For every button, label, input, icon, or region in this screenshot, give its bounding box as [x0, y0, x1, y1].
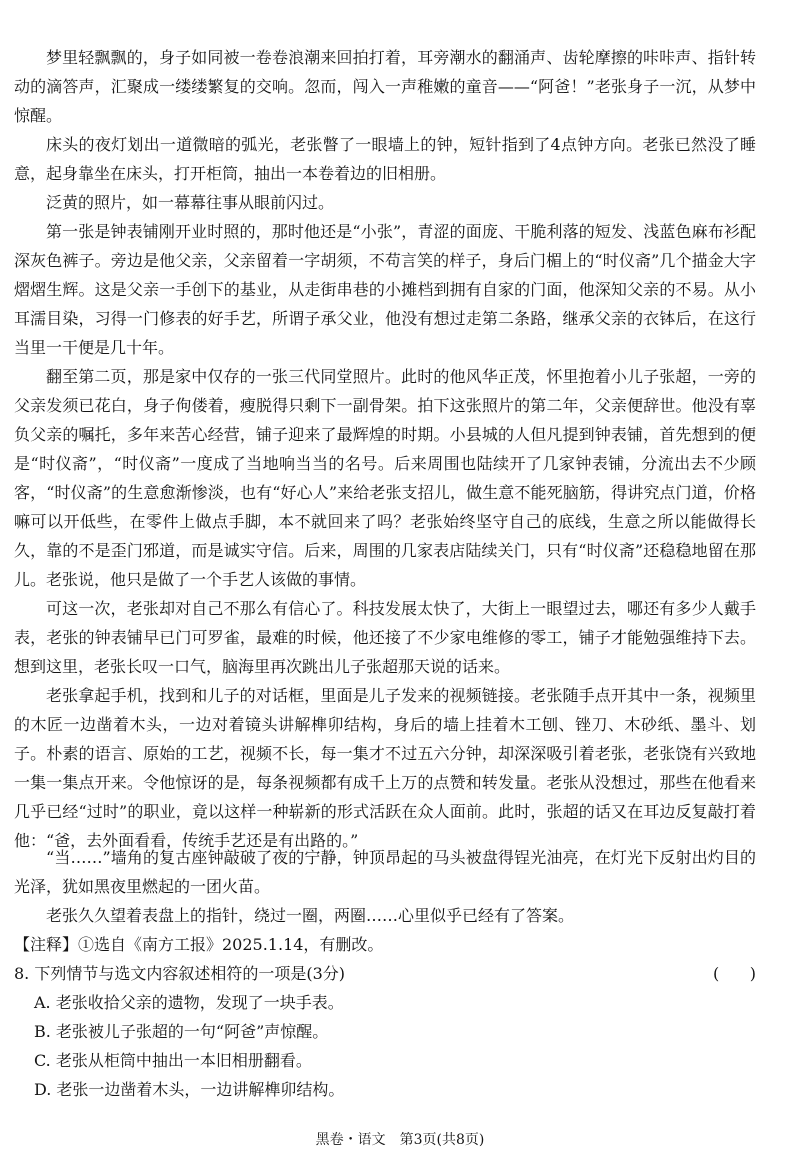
- paragraph-night-lamp: 床头的夜灯划出一道微暗的弧光，老张瞥了一眼墙上的钟，短针指到了4点钟方向。老张已然没了睡意，起身靠坐在床头，打开柜筒，抽出一本卷着边的旧相册。: [14, 135, 756, 183]
- question-8: [14, 959, 756, 988]
- option-a: A. 老张收拾父亲的遗物，发现了一块手表。: [34, 993, 344, 1012]
- page-footer: 黑卷・语文 第3页(共8页): [315, 1132, 485, 1148]
- option-d: D. 老张一边凿着木头，一边讲解榫卯结构。: [34, 1080, 345, 1099]
- option-c: C. 老张从柜筒中抽出一本旧相册翻看。: [34, 1051, 312, 1070]
- question-8-stem: 8. 下列情节与选文内容叙述相符的一项是(3分): [14, 964, 346, 983]
- paragraph-videos: 老张拿起手机，找到和儿子的对话框，里面是儿子发来的视频链接。老张随手点开其中一条，视频里的木匠一边凿着木头，一边对着镜头讲解榫卯结构，身后的墙上挂着木工刨、锉刀、木砂纸、墨斗、划子。朴素的语言、原始的工艺，视频不长，每一集才不过五六分钟，却深深吸引着老张，老张饶有兴致地一集一集点开来。令他惊讶的是，每条视频都有成千上万的点赞和转发量。老张从没想过，那些在他看来几乎已经“过时”的职业，竟以这样一种崭新的形式活跃在众人面前。此时，张超的话又在耳边反复敲打着他：“爸，去外面看看，传统手艺还是有出路的。”: [14, 686, 756, 850]
- paragraph-confidence: 可这一次，老张却对自己不那么有信心了。科技发展太快了，大街上一眼望过去，哪还有多少人戴手表，老张的钟表铺早已门可罗雀，最难的时候，他还接了不少家电维修的零工，铺子才能勉强维持下去。想到这里，老张长叹一口气，脑海里再次跳出儿子张超那天说的话来。: [14, 599, 756, 676]
- source-note: 【注释】①选自《南方工报》2025.1.14，有删改。: [14, 935, 384, 954]
- option-b: B. 老张被儿子张超的一句“阿爸”声惊醒。: [34, 1022, 329, 1041]
- paragraph-clock-chime: “当……”墙角的复古座钟敲破了夜的宁静，钟顶昂起的马头被盘得锃光油亮，在灯光下反射出灼目的光泽，犹如黑夜里燃起的一团火苗。: [14, 848, 756, 896]
- paragraph-dream: 梦里轻飘飘的，身子如同被一卷卷浪潮来回拍打着，耳旁潮水的翻涌声、齿轮摩擦的咔咔声、指针转动的滴答声，汇聚成一缕缕繁复的交响。忽而，闯入一声稚嫩的童音——“阿爸！”老张身子一沉，从梦中惊醒。: [14, 48, 756, 125]
- paragraph-photos: 泛黄的照片，如一幕幕往事从眼前闪过。: [46, 193, 335, 212]
- paragraph-second-photo: 翻至第二页，那是家中仅存的一张三代同堂照片。此时的他风华正茂，怀里抱着小儿子张超，一旁的父亲发须已花白，身子佝偻着，瘦脱得只剩下一副骨架。拍下这张照片的第二年，父亲便辞世。他没有辜负父亲的嘱托，多年来苦心经营，铺子迎来了最辉煌的时期。小县城的人但凡提到钟表铺，首先想到的便是“时仪斋”，“时仪斋”一度成了当地响当当的名号。后来周围也陆续开了几家钟表铺，分流出去不少顾客，“时仪斋”的生意愈渐惨淡，也有“好心人”来给老张支招儿，做生意不能死脑筋，得讲究点门道，价格嘛可以开低些，在零件上做点手脚，本不就回来了吗？老张始终坚守自己的底线，生意之所以能做得长久，靠的不是歪门邪道，而是诚实守信。后来，周围的几家表店陆续关门，只有“时仪斋”还稳稳地留在那儿。老张说，他只是做了一个手艺人该做的事情。: [14, 367, 756, 589]
- answer-bracket: ( ): [713, 964, 756, 983]
- paragraph-ending: 老张久久望着表盘上的指针，绕过一圈，两圈……心里似乎已经有了答案。: [46, 906, 575, 925]
- paragraph-first-photo: 第一张是钟表铺刚开业时照的，那时他还是“小张”，青涩的面庞、干脆利落的短发、浅蓝色麻布衫配深灰色裤子。旁边是他父亲，父亲留着一字胡须，不苟言笑的样子，身后门楣上的“时仪斋”几个描金大字熠熠生辉。这是父亲一手创下的基业，从走街串巷的小摊档到拥有自家的门面，他深知父亲的不易。从小耳濡目染，习得一门修表的好手艺，所谓子承父业，他没有想过走第二条路，继承父亲的衣钵后，在这行当里一干便是几十年。: [14, 222, 756, 357]
